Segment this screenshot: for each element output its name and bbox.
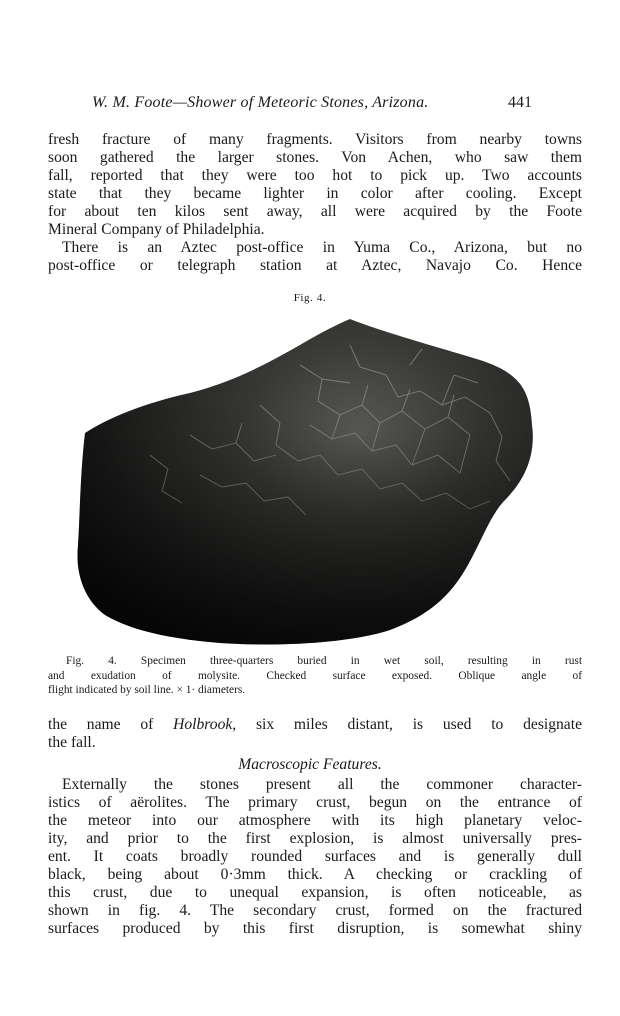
paragraph-4 [48, 776, 582, 938]
text-line: There is an Aztec post-office in Yuma Co., Arizona, but no [62, 239, 582, 256]
text-line: state that they became lighter in color after cooling. Except [48, 185, 582, 202]
text-line: this crust, due to unequal expansion, is often noticeable, as [48, 884, 582, 901]
running-head [92, 92, 532, 114]
figure-label: Fig. 4. [293, 292, 327, 304]
page-number: 441 [508, 94, 532, 111]
figure-caption [48, 654, 582, 698]
text-line: ent. It coats broadly rounded surfaces and is generally dull [48, 848, 582, 865]
caption-line: flight indicated by soil line. × 1· diameters. [48, 684, 246, 697]
text-line: post-office or telegraph station at Aztec, Navajo Co. Hence [48, 257, 582, 274]
text-line: shown in fig. 4. The secondary crust, formed on the fractured [48, 902, 582, 919]
text-line: soon gathered the larger stones. Von Achen, who saw them [48, 149, 582, 166]
text-line: ity, and prior to the first explosion, is almost universally pres- [48, 830, 582, 847]
text-line: the meteor into our atmosphere with its high planetary veloc- [48, 812, 582, 829]
text-line [48, 716, 582, 734]
text-line: for about ten kilos sent away, all were acquired by the Foote [48, 203, 582, 220]
caption-line: and exudation of molysite. Checked surface exposed. Oblique angle of [48, 669, 582, 682]
paragraph-2 [48, 239, 582, 275]
text-line: istics of aërolites. The primary crust, begun on the entrance of [48, 794, 582, 811]
running-head-title: W. M. Foote—Shower of Meteoric Stones, Arizona. [92, 94, 429, 111]
meteorite-photo [50, 305, 580, 650]
text-line: the fall. [48, 734, 96, 751]
text-line: fall, reported that they were too hot to pick up. Two accounts [48, 167, 582, 184]
caption-line: Fig. 4. Specimen three-quarters buried in wet soil, resulting in rust [66, 655, 582, 667]
place-name-holbrook: Holbrook [173, 716, 233, 733]
paragraph-3 [48, 716, 582, 752]
meteorite-figure [50, 305, 580, 650]
text-run: , six miles distant, is used to designate [232, 716, 582, 733]
text-line: Mineral Company of Philadelphia. [48, 221, 265, 238]
paragraph-1 [48, 131, 582, 239]
section-heading: Macroscopic Features. [238, 756, 382, 773]
text-line: Externally the stones present all the commoner character- [62, 776, 582, 793]
text-line: black, being about 0·3mm thick. A checking or crackling of [48, 866, 582, 883]
text-run: the name of [48, 716, 174, 733]
text-line: fresh fracture of many fragments. Visitors from nearby towns [48, 131, 582, 148]
text-line: surfaces produced by this first disruption, is somewhat shiny [48, 920, 582, 937]
